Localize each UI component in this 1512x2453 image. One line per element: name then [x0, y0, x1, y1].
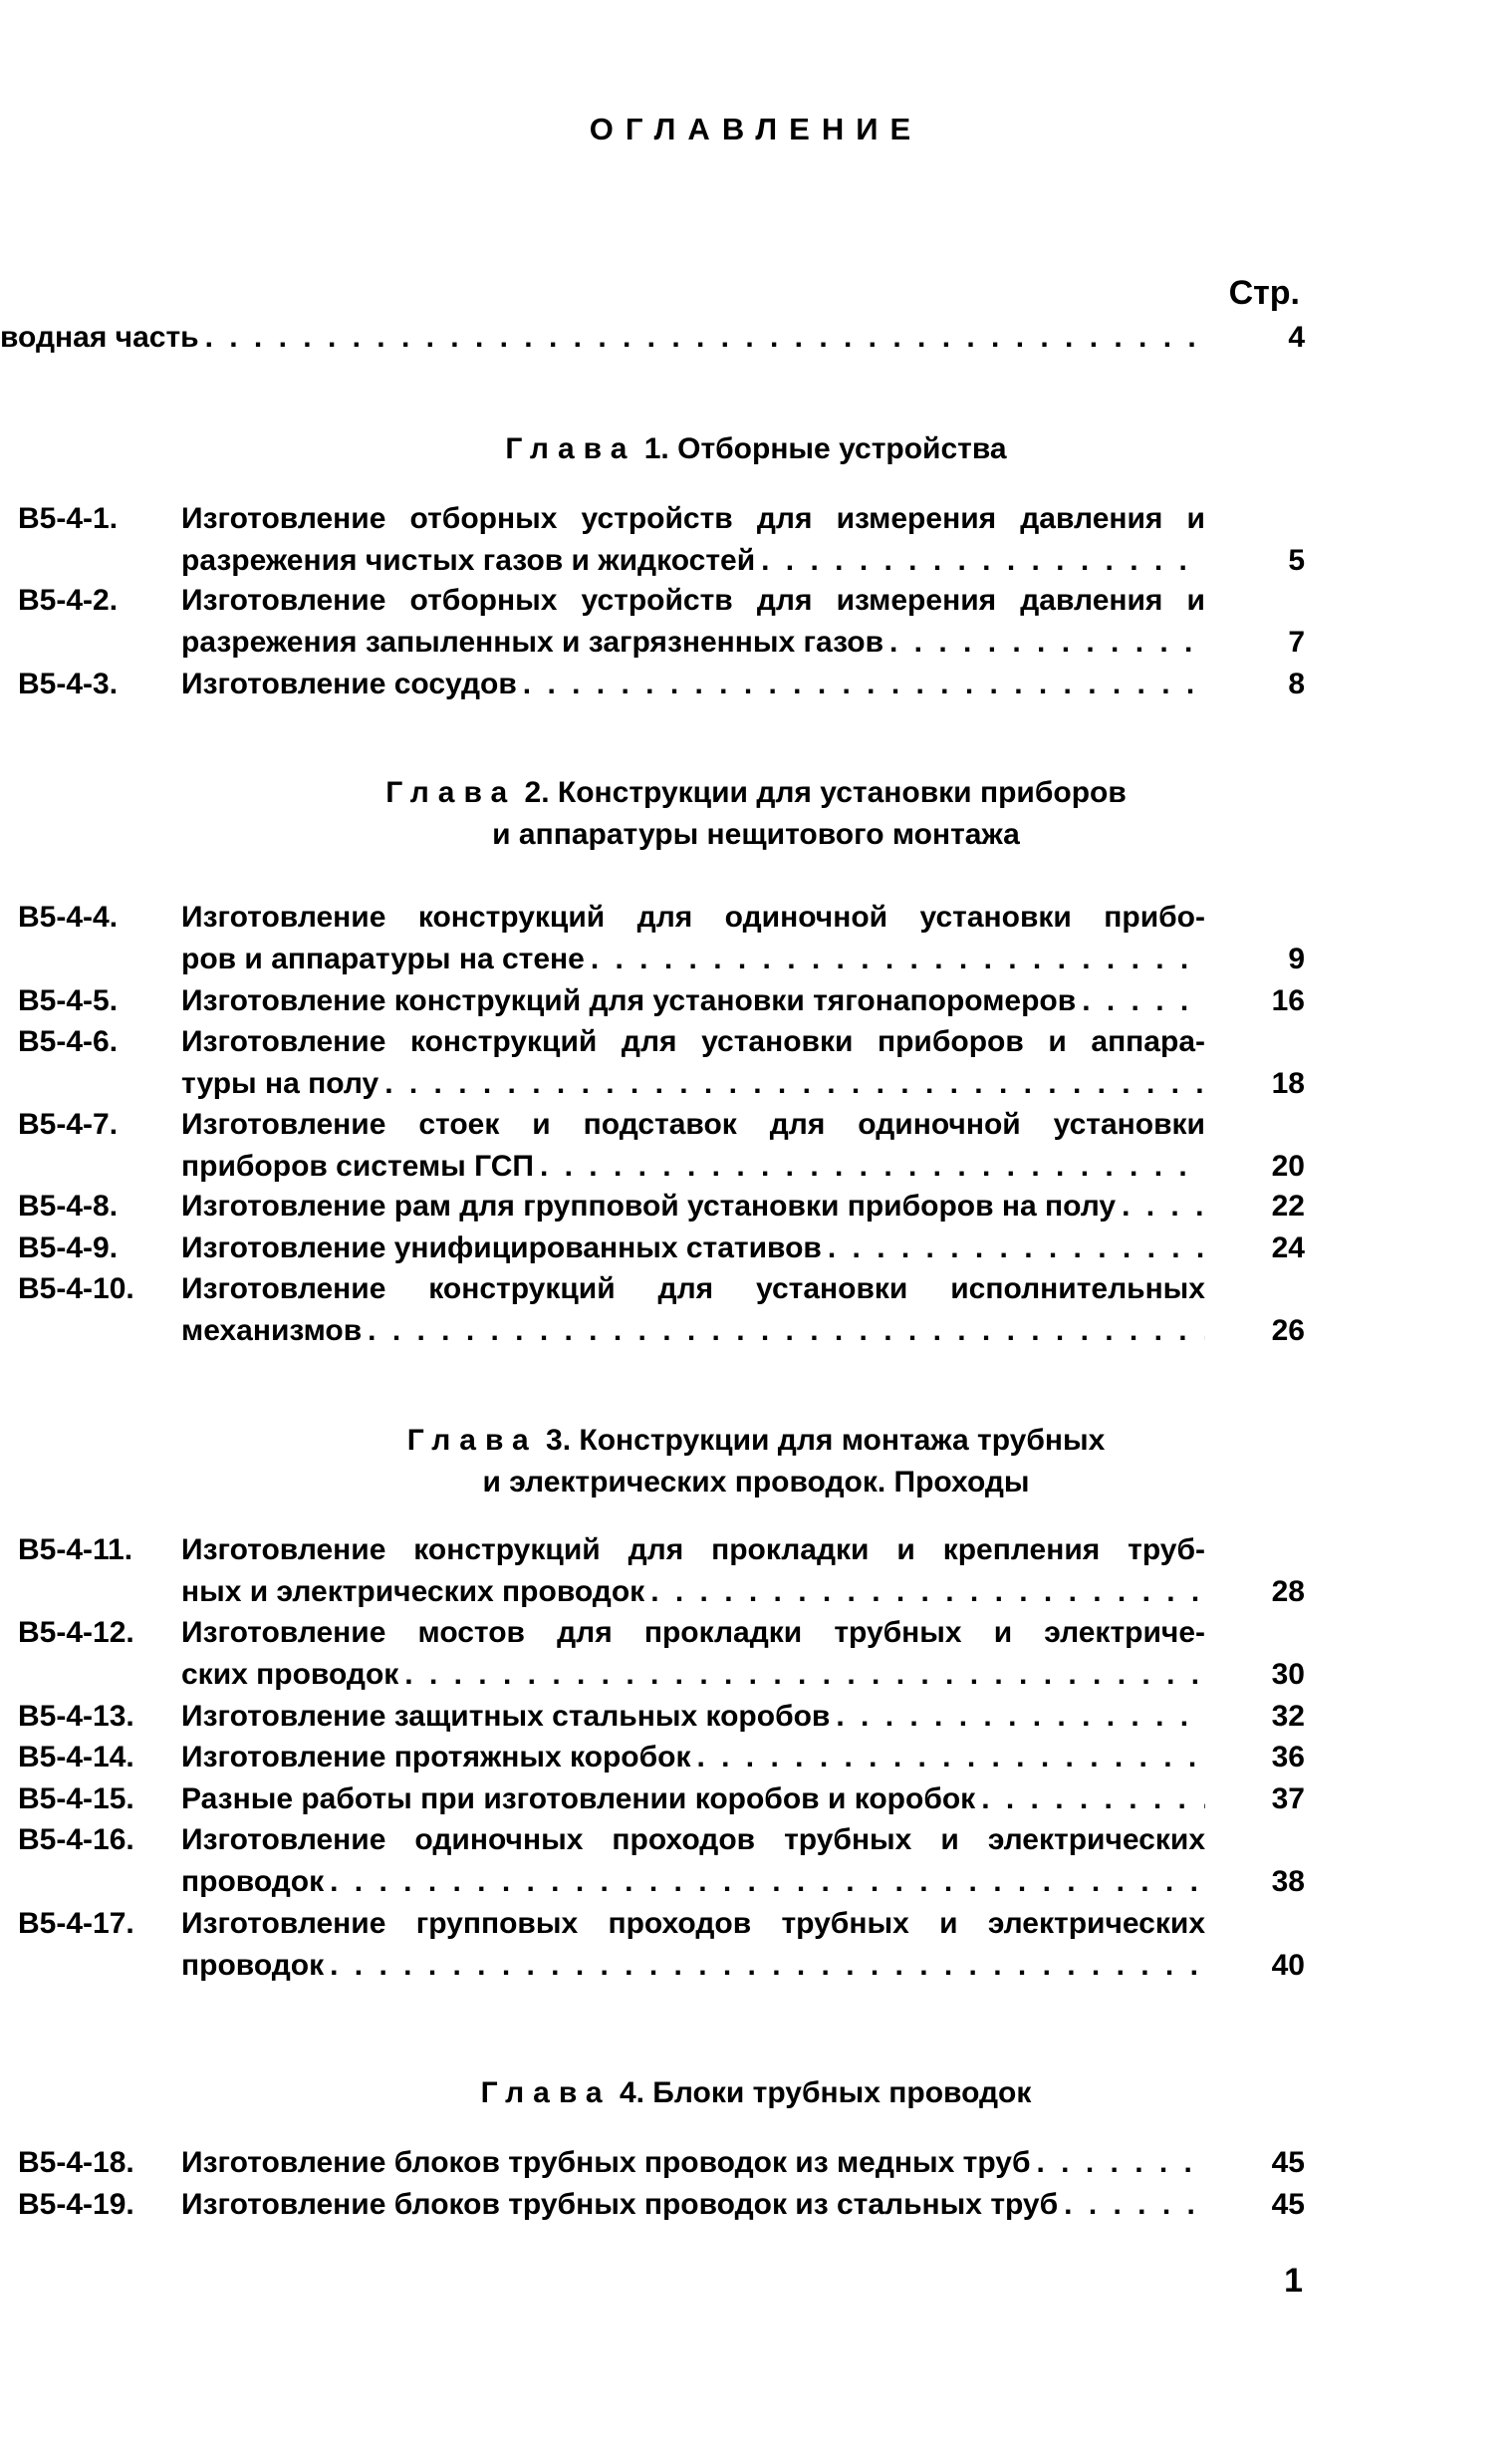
entry-page-number: 38 — [1271, 1865, 1305, 1898]
entry-code: В5-4-7. — [18, 1108, 119, 1141]
entry-page-number: 37 — [1271, 1782, 1305, 1815]
dot-leader — [696, 1737, 1205, 1778]
entry-title-line: приборов системы ГСП — [181, 1150, 534, 1183]
entry-page-number: 40 — [1271, 1949, 1305, 1982]
entry-title — [181, 1737, 1205, 1778]
entry-page-number: 8 — [1288, 668, 1305, 700]
chapter-word: Глава — [505, 432, 636, 465]
entry-title-line: Изготовление стоек и подставок для одиночной установки — [181, 1108, 1205, 1141]
chapter-heading — [0, 772, 1512, 856]
entry-page-number: 28 — [1271, 1575, 1305, 1608]
dot-leader — [1064, 2184, 1205, 2226]
entry-title — [181, 2184, 1205, 2226]
entry-title — [181, 1612, 1205, 1696]
entry-title-line: разрежения чистых газов и жидкостей — [181, 544, 756, 577]
dot-leader — [1082, 980, 1205, 1022]
chapter-heading-line — [0, 2072, 1512, 2114]
entry-title-line: Изготовление конструкций для одиночной установки прибо- — [181, 901, 1205, 934]
dot-leader — [836, 1696, 1205, 1738]
entry-title-line: Изготовление конструкций для установки исполнительных — [181, 1272, 1205, 1305]
dot-leader — [404, 1654, 1205, 1696]
entry-title-line: Изготовление групповых проходов трубных и электрических — [181, 1907, 1205, 1940]
entry-code: В5-4-19. — [18, 2188, 134, 2221]
entry-title — [181, 2142, 1205, 2184]
entry-code: В5-4-14. — [18, 1741, 134, 1773]
chapter-title-continued: и аппаратуры нещитового монтажа — [492, 818, 1020, 851]
dot-leader — [828, 1227, 1205, 1269]
entry-code: В5-4-9. — [18, 1231, 119, 1264]
entry-title — [181, 1696, 1205, 1738]
entry-title — [181, 1227, 1205, 1269]
entry-title — [181, 1819, 1205, 1903]
dot-leader — [591, 939, 1205, 980]
entry-title-line: ров и аппаратуры на стене — [181, 943, 585, 975]
entry-title-line: проводок — [181, 1949, 325, 1982]
entry-title-line: Изготовление блоков трубных проводок из медных труб — [181, 2146, 1031, 2179]
page-title: ОГЛАВЛЕНИЕ — [589, 112, 923, 146]
entry-page-number: 45 — [1271, 2146, 1305, 2179]
entry-title-line: Изготовление мостов для прокладки трубных и электриче- — [181, 1616, 1205, 1649]
chapter-title: 2. Конструкции для установки приборов — [524, 776, 1127, 809]
chapter-heading — [0, 2072, 1512, 2114]
entry-title — [181, 897, 1205, 980]
dot-leader — [1037, 2142, 1205, 2184]
chapter-heading — [0, 428, 1512, 470]
chapter-word: Глава — [385, 776, 517, 809]
chapter-title: 4. Блоки трубных проводок — [619, 2076, 1032, 2109]
entry-title — [181, 1021, 1205, 1105]
chapter-title: 1. Отборные устройства — [643, 432, 1007, 465]
entry-title-line: Изготовление конструкций для установки приборов и аппара- — [181, 1025, 1205, 1058]
dot-leader — [205, 317, 1205, 359]
entry-code: В5-4-12. — [18, 1616, 134, 1649]
entry-page-number: 7 — [1288, 626, 1305, 659]
dot-leader — [523, 664, 1205, 705]
chapter-word: Глава — [480, 2076, 612, 2109]
entry-page-number: 45 — [1271, 2188, 1305, 2221]
page-column-label: Стр. — [1228, 274, 1300, 312]
dot-leader — [330, 1945, 1205, 1987]
entry-title-line: Изготовление отборных устройств для измерения давления и — [181, 584, 1205, 617]
chapter-title: 3. Конструкции для монтажа трубных — [546, 1424, 1106, 1457]
entry-title-line: проводок — [181, 1865, 325, 1898]
dot-leader — [1122, 1186, 1205, 1227]
entry-title — [181, 580, 1205, 664]
entry-title-line: Изготовление конструкций для прокладки и крепления труб- — [181, 1533, 1205, 1566]
entry-title-line: Изготовление рам для групповой установки приборов на полу — [181, 1190, 1117, 1223]
entry-title — [181, 1104, 1205, 1188]
chapter-heading — [0, 1420, 1512, 1503]
dot-leader — [650, 1571, 1205, 1613]
entry-page-number: 20 — [1271, 1150, 1305, 1183]
entry-code: В5-4-8. — [18, 1190, 119, 1223]
entry-title-line: ских проводок — [181, 1658, 399, 1691]
entry-code: В5-4-13. — [18, 1700, 134, 1733]
entry-title-line: разрежения запыленных и загрязненных газов — [181, 626, 884, 659]
entry-page-number: 26 — [1271, 1314, 1305, 1347]
dot-leader — [540, 1146, 1205, 1188]
entry-page-number: 5 — [1288, 544, 1305, 577]
entry-code: В5-4-5. — [18, 984, 119, 1017]
entry-code: В5-4-6. — [18, 1025, 119, 1058]
dot-leader — [761, 540, 1205, 582]
entry-title-line: Изготовление унифицированных стативов — [181, 1231, 822, 1264]
intro-page: 4 — [1288, 321, 1305, 354]
entry-title — [181, 1529, 1205, 1613]
dot-leader — [981, 1778, 1205, 1820]
entry-title-line: Разные работы при изготовлении коробов и коробок — [181, 1782, 976, 1815]
entry-title-line: Изготовление одиночных проходов трубных и электрических — [181, 1823, 1205, 1856]
chapter-word: Глава — [406, 1424, 538, 1457]
entry-title-line: Изготовление конструкций для установки тягонапоромеров — [181, 984, 1077, 1017]
chapter-heading-line — [0, 772, 1512, 814]
entry-title — [181, 498, 1205, 582]
entry-title-line: Изготовление отборных устройств для измерения давления и — [181, 502, 1205, 535]
entry-code: В5-4-4. — [18, 901, 119, 934]
dot-leader — [330, 1861, 1205, 1903]
chapter-heading-line — [0, 428, 1512, 470]
entry-code: В5-4-16. — [18, 1823, 134, 1856]
dot-leader — [384, 1063, 1205, 1105]
chapter-heading-line — [0, 1420, 1512, 1462]
entry-code: В5-4-2. — [18, 584, 119, 617]
entry-title-line: Изготовление защитных стальных коробов — [181, 1700, 831, 1733]
entry-code: В5-4-11. — [18, 1533, 133, 1566]
dot-leader — [889, 622, 1205, 664]
entry-code: В5-4-15. — [18, 1782, 134, 1815]
entry-title — [181, 1778, 1205, 1820]
entry-page-number: 32 — [1271, 1700, 1305, 1733]
entry-title-line: Изготовление сосудов — [181, 668, 517, 700]
entry-code: В5-4-18. — [18, 2146, 134, 2179]
intro-label: водная часть — [0, 321, 199, 354]
entry-title — [181, 1186, 1205, 1227]
entry-page-number: 24 — [1271, 1231, 1305, 1264]
dot-leader — [368, 1310, 1205, 1352]
entry-page-number: 22 — [1271, 1190, 1305, 1223]
entry-code: В5-4-1. — [18, 502, 119, 535]
entry-title-line: Изготовление блоков трубных проводок из стальных труб — [181, 2188, 1059, 2221]
entry-page-number: 16 — [1271, 984, 1305, 1017]
entry-code: В5-4-10. — [18, 1272, 134, 1305]
entry-page-number: 9 — [1288, 943, 1305, 975]
entry-code: В5-4-17. — [18, 1907, 134, 1940]
entry-code: В5-4-3. — [18, 668, 119, 700]
entry-page-number: 36 — [1271, 1741, 1305, 1773]
entry-title-line: ных и электрических проводок — [181, 1575, 645, 1608]
entry-page-number: 30 — [1271, 1658, 1305, 1691]
chapter-title-continued: и электрических проводок. Проходы — [482, 1466, 1030, 1499]
entry-title — [181, 1268, 1205, 1352]
footer-page-number: 1 — [1284, 2262, 1303, 2300]
entry-title-line: механизмов — [181, 1314, 363, 1347]
entry-title-line: Изготовление протяжных коробок — [181, 1741, 691, 1773]
entry-title-line: туры на полу — [181, 1067, 379, 1100]
entry-title — [181, 1903, 1205, 1987]
entry-page-number: 18 — [1271, 1067, 1305, 1100]
entry-title — [181, 980, 1205, 1022]
entry-title — [181, 664, 1205, 705]
